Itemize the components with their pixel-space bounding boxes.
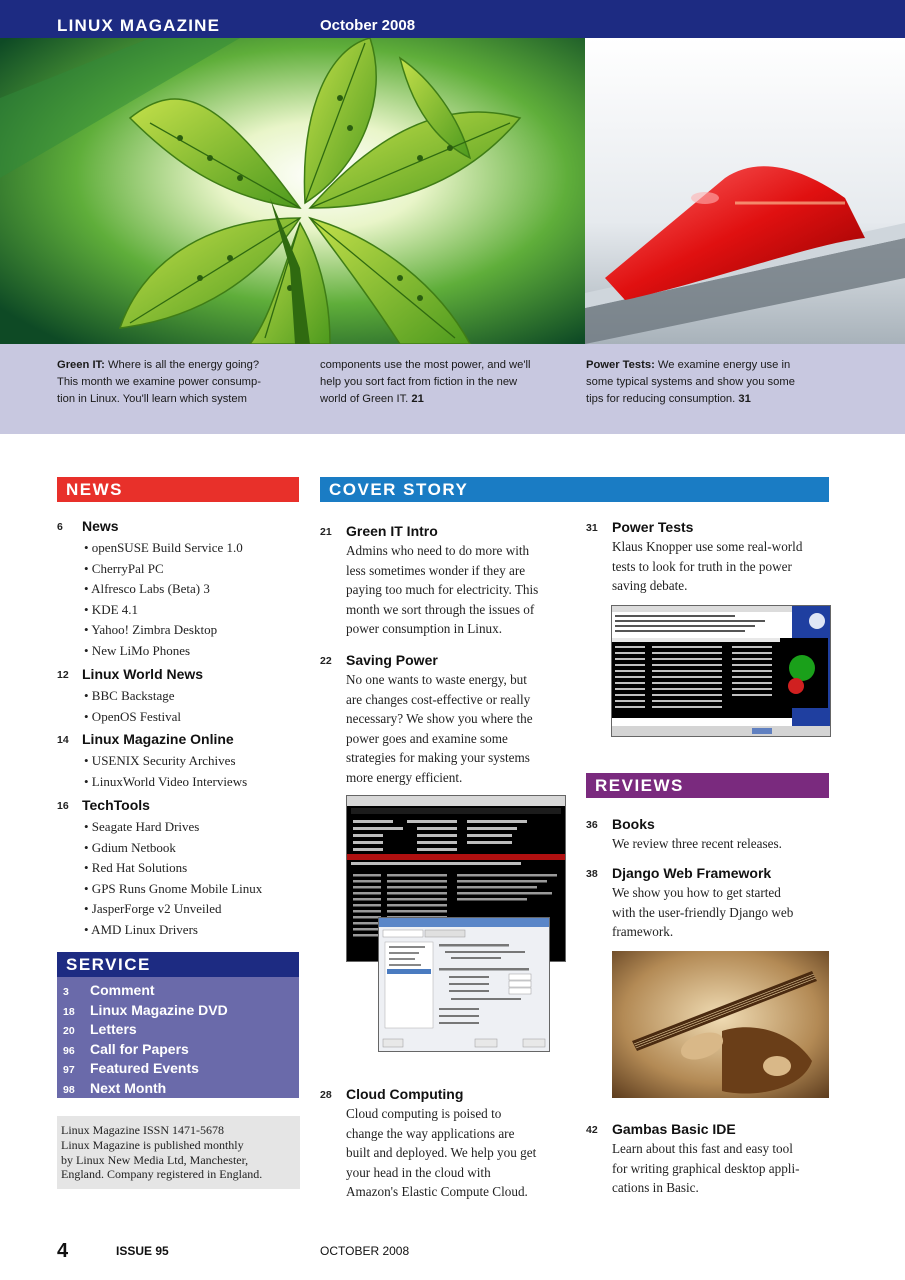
news-header: NEWS: [57, 477, 299, 502]
service-item-comment[interactable]: 3 Comment: [63, 982, 155, 998]
list-item: • Yahoo! Zimbra Desktop: [84, 622, 218, 637]
green-it-caption-col1: Green IT: Where is all the energy going? This month we examine power consump- tion in Linux. You'll learn which system: [57, 359, 261, 405]
list-item: • AMD Linux Drivers: [84, 921, 198, 937]
green-it-photo: [0, 38, 585, 344]
list-item: • New LiMo Phones: [84, 642, 191, 658]
list-item: • JasperForge v2 Unveiled: [84, 901, 222, 916]
list-item: • openSUSE Build Service 1.0: [84, 540, 243, 555]
page-number: 4: [57, 1240, 69, 1262]
service-item-letters[interactable]: 20 Letters: [63, 1021, 137, 1037]
list-item: • Red Hat Solutions: [84, 860, 188, 875]
list-item: • Alfresco Labs (Beta) 3: [84, 581, 210, 596]
article-title[interactable]: Django Web Framework: [612, 865, 772, 881]
green-it-caption-col2: components use the most power, and we'll help you sort fact from fiction in the new world of Green IT. 21: [320, 359, 531, 405]
article-title[interactable]: Books: [612, 816, 655, 832]
reviews-header: REVIEWS: [586, 773, 829, 798]
article-title[interactable]: Gambas Basic IDE: [612, 1121, 736, 1137]
power-settings-dialog-screenshot: [378, 917, 550, 1052]
power-tests-caption: Power Tests: We examine energy use in some typical systems and show you some tips for reducing consumption. 31: [586, 359, 795, 405]
service-header: SERVICE: [57, 952, 299, 977]
list-item: • Gdium Netbook: [84, 839, 176, 855]
list-item: • LinuxWorld Video Interviews: [84, 773, 248, 789]
article-title[interactable]: Power Tests: [612, 519, 694, 535]
news-group-title[interactable]: News: [82, 518, 119, 534]
footer-issue: ISSUE 95: [116, 1244, 169, 1258]
service-item-featured-events[interactable]: 97 Featured Events: [63, 1060, 199, 1076]
list-item: • KDE 4.1: [84, 601, 139, 617]
service-item-next-month[interactable]: 98 Next Month: [63, 1080, 167, 1096]
article-title[interactable]: Saving Power: [346, 652, 438, 668]
news-group-title[interactable]: Linux Magazine Online: [82, 731, 234, 747]
article-title[interactable]: Green IT Intro: [346, 523, 438, 539]
power-tests-screenshot: [611, 605, 831, 737]
news-group-title[interactable]: TechTools: [82, 797, 150, 813]
list-item: • CherryPal PC: [84, 560, 164, 576]
article-title[interactable]: Cloud Computing: [346, 1086, 464, 1102]
news-group-title[interactable]: Linux World News: [82, 666, 204, 682]
list-item: • OpenOS Festival: [84, 708, 181, 724]
footer-date: OCTOBER 2008: [320, 1244, 410, 1258]
list-item: • USENIX Security Archives: [84, 753, 236, 768]
cover-story-header: COVER STORY: [320, 477, 829, 502]
list-item: • Seagate Hard Drives: [84, 819, 200, 834]
imprint-text: Linux Magazine ISSN 1471-5678 Linux Magazine is published monthly by Linux New Media Ltd, Manchester, England. Company registered in England.: [61, 1123, 263, 1182]
service-item-dvd[interactable]: 18 Linux Magazine DVD: [63, 1002, 228, 1018]
list-item: • BBC Backstage: [84, 688, 175, 703]
guitar-photo: [612, 951, 829, 1098]
service-item-call-for-papers[interactable]: 96 Call for Papers: [63, 1041, 189, 1057]
magazine-title: LINUX MAGAZINE: [57, 16, 221, 35]
list-item: • GPS Runs Gnome Mobile Linux: [84, 880, 263, 896]
issue-date: October 2008: [320, 17, 416, 34]
power-switch-photo: [585, 38, 905, 344]
